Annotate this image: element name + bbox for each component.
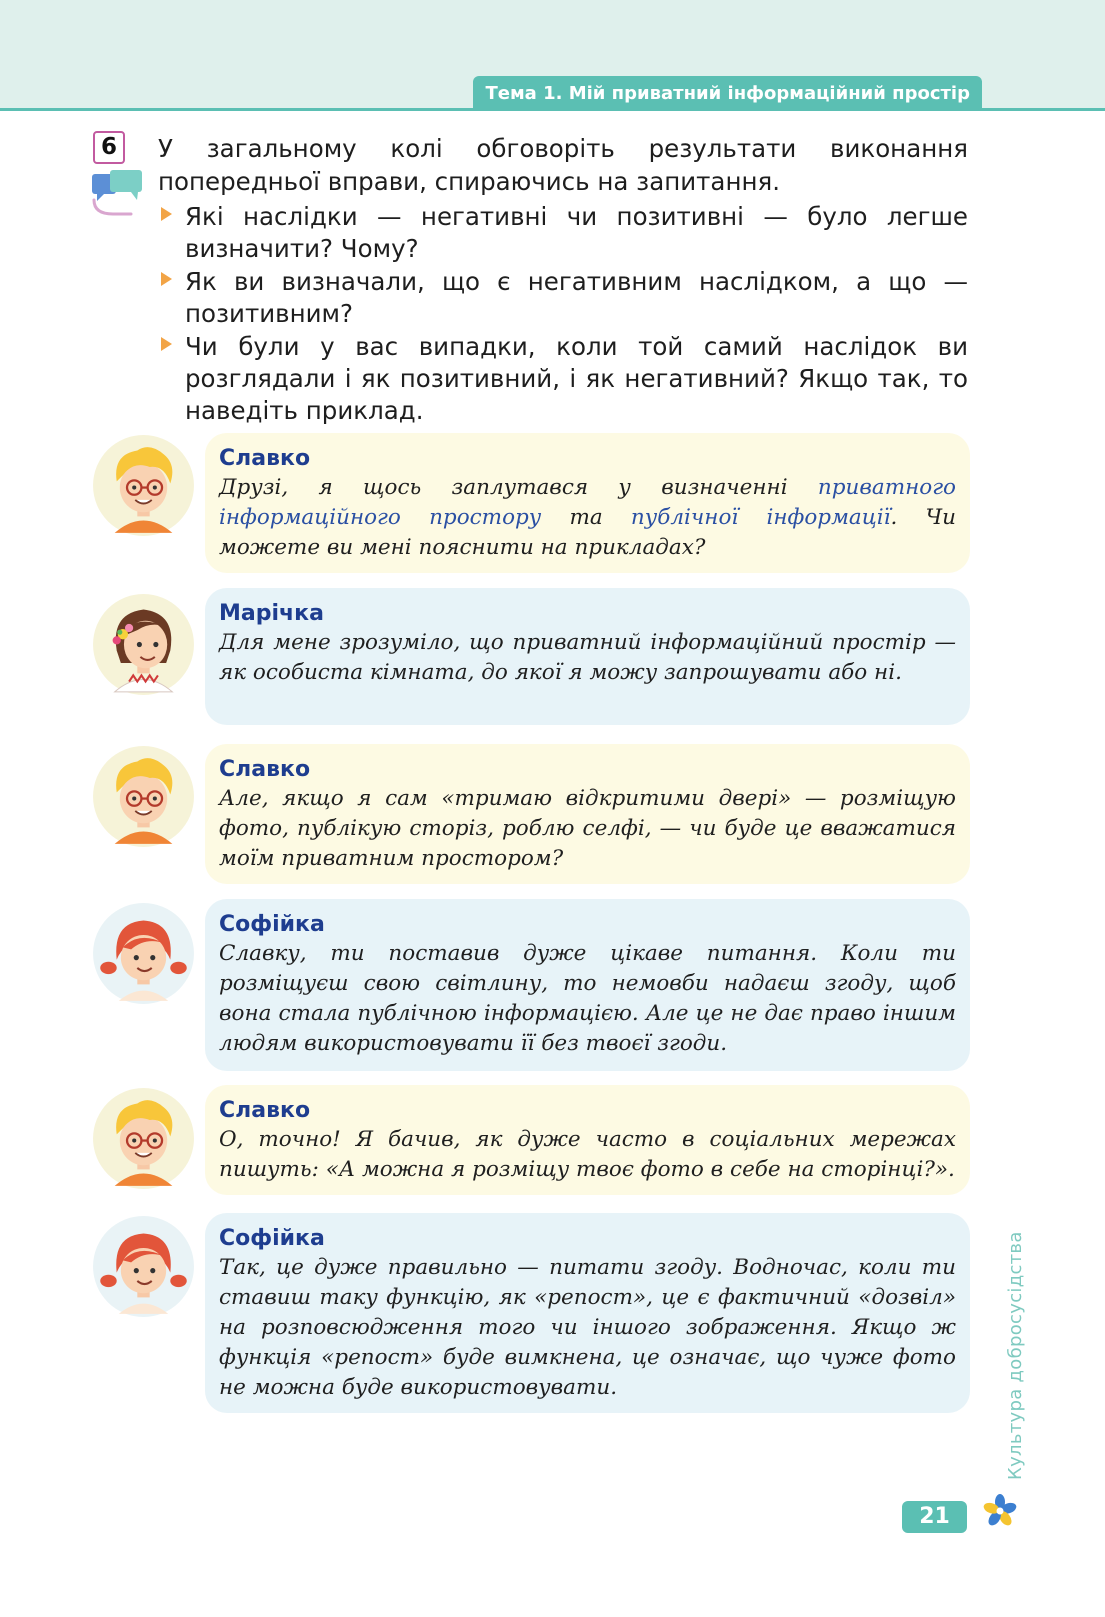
- question-text: Чи були у вас випадки, коли той самий наслідок ви розглядали і як позитивний, і як негативний? Якщо так, то наведіть приклад.: [185, 332, 968, 425]
- flower-icon: [983, 1494, 1017, 1528]
- task-number: 6: [93, 131, 125, 164]
- speaker-name: Софійка: [219, 912, 325, 937]
- speech-fragment: . Чи можете ви мені пояснити на прикладах?: [219, 505, 956, 560]
- bullet-triangle-icon: [161, 272, 172, 286]
- question-text: Як ви визначали, що є негативним наслідком, а що — позитивним?: [185, 267, 968, 328]
- dialogue-bubble: [205, 588, 970, 725]
- speech-text: Славку, ти поставив дуже цікаве питання. Коли ти розміщуєш свою світлину, то немовби надаєш згоду, щоб вона стала публічною інформацією. Але це не дає право іншим людям використовувати її без твоєї згоди.: [219, 941, 956, 1056]
- section-side-label: Культура добросусідства: [1005, 1231, 1026, 1480]
- question-item: [158, 201, 968, 265]
- question-item: [158, 266, 968, 330]
- bullet-triangle-icon: [161, 207, 172, 221]
- speaker-name: Славко: [219, 1098, 311, 1123]
- speech-bubbles-icon: [91, 170, 147, 224]
- slavko-avatar: [92, 745, 195, 848]
- speaker-name: Марічка: [219, 601, 324, 626]
- question-text: Які наслідки — негативні чи позитивні — було легше визначити? Чому?: [185, 202, 968, 263]
- dialogue-bubble: [205, 1213, 970, 1413]
- slavko-avatar: [92, 434, 195, 537]
- topic-title: Тема 1. Мій приватний інформаційний простір: [473, 76, 982, 111]
- speech-fragment: та: [541, 505, 631, 530]
- speech-fragment: Друзі, я щось заплутався у визначенні: [219, 475, 818, 500]
- speaker-name: Славко: [219, 757, 311, 782]
- term-link: приватного інформаційного простору: [219, 475, 956, 530]
- page-number: 21: [902, 1501, 967, 1533]
- question-list: [158, 201, 968, 427]
- slavko-avatar: [92, 1087, 195, 1190]
- speech-text: Для мене зрозуміло, що приватний інформаційний простір — як особиста кімната, до якої я можу запрошувати або ні.: [219, 630, 956, 685]
- sofiika-avatar: [92, 1215, 195, 1318]
- question-item: [158, 331, 968, 427]
- speaker-name: Софійка: [219, 1226, 325, 1251]
- bullet-triangle-icon: [161, 337, 172, 351]
- dialogue-bubble: [205, 899, 970, 1071]
- marichka-avatar: [92, 593, 195, 696]
- sofiika-avatar: [92, 902, 195, 1005]
- task-intro: У загальному колі обговоріть результати виконання попередньої вправи, спираючись на запитання.: [158, 134, 968, 196]
- dialogue-bubble: [205, 1085, 970, 1195]
- speech-text: О, точно! Я бачив, як дуже часто в соціальних мережах пишуть: «А можна я розміщу твоє фото в себе на сторінці?».: [219, 1127, 956, 1182]
- speaker-name: Славко: [219, 446, 311, 471]
- speech-text: Так, це дуже правильно — питати згоду. Водночас, коли ти ставиш таку функцію, як «репост», це є фактичний «дозвіл» на розповсюдження того чи іншого зображення. Якщо ж функція «репост» буде вимкнена, це означає, що чуже фото не можна буде використовувати.: [219, 1255, 956, 1400]
- task-content: [158, 132, 968, 427]
- dialogue-bubble: [205, 433, 970, 573]
- speech-text: Але, якщо я сам «тримаю відкритими двері» — розміщую фото, публікую сторіз, роблю селфі, — чи буде це вважатися моїм приватним простором?: [219, 786, 956, 871]
- dialogue-bubble: [205, 744, 970, 884]
- term-link: публічної інформації: [630, 505, 891, 530]
- speech-text: [219, 473, 956, 563]
